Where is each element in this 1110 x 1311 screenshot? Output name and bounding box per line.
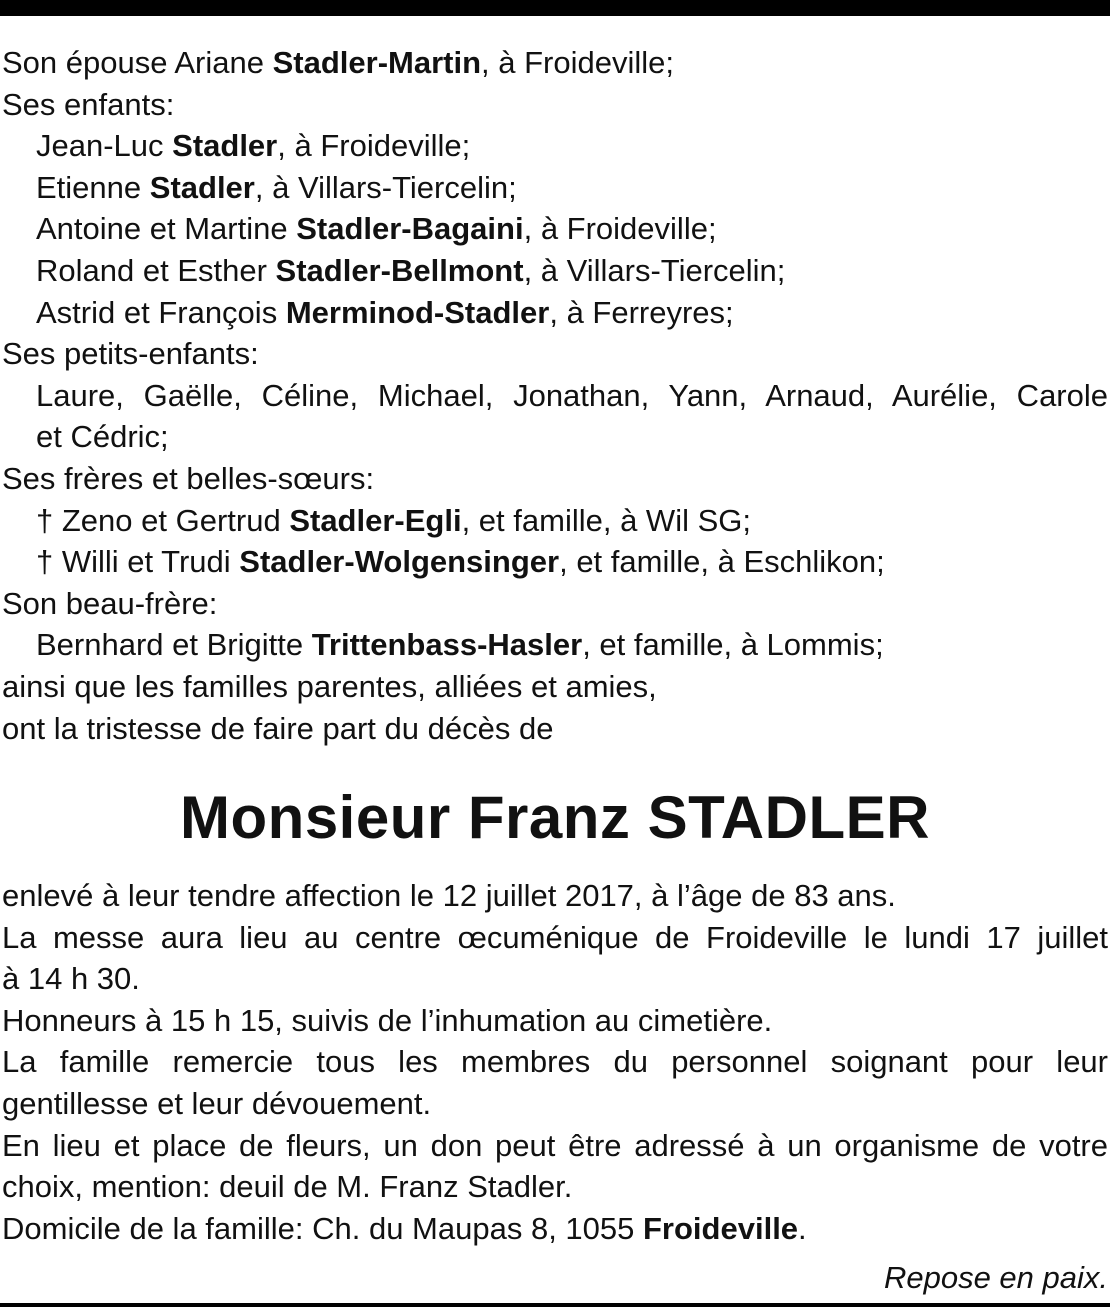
child-suffix: , à Froideville; xyxy=(277,128,471,164)
child-prefix: Astrid et François xyxy=(36,294,286,330)
child-suffix: , à Villars-Tiercelin; xyxy=(254,169,517,205)
brother-in-law-prefix: Bernhard et Brigitte xyxy=(36,627,312,663)
child-prefix: Roland et Esther xyxy=(36,252,276,288)
child-suffix: , à Ferreyres; xyxy=(549,294,734,330)
siblings-label: Ses frères et belles-sœurs: xyxy=(2,460,375,496)
grandchildren-line: et Cédric; xyxy=(36,419,169,455)
grandchildren-line: Laure, Gaëlle, Céline, Michael, Jonathan, Yann, Arnaud, Aurélie, Carole xyxy=(36,377,1108,413)
announce-line: ont la tristesse de faire part du décès de xyxy=(2,710,554,746)
deceased-name: Monsieur Franz STADLER xyxy=(180,784,930,852)
mass-line: La messe aura lieu au centre œcuménique de Froideville le lundi 17 juillet xyxy=(2,919,1108,955)
address-line xyxy=(2,1208,1108,1250)
honours-line: Honneurs à 15 h 15, suivis de l’inhumation au cimetière. xyxy=(2,1002,773,1038)
child-name: Stadler xyxy=(149,169,255,205)
address-suffix: . xyxy=(798,1210,807,1246)
child-prefix: Etienne xyxy=(36,169,150,205)
sibling-line xyxy=(2,500,1108,542)
bottom-rule xyxy=(0,1303,1110,1307)
child-line xyxy=(2,250,1108,292)
sibling-suffix: , et famille, à Wil SG; xyxy=(461,502,751,538)
child-line xyxy=(2,208,1108,250)
brother-in-law-line xyxy=(2,624,1108,666)
brother-in-law-name: Trittenbass-Hasler xyxy=(311,627,583,663)
donation-line-end: choix, mention: deuil de M. Franz Stadler. xyxy=(2,1169,573,1205)
grandchildren-label: Ses petits-enfants: xyxy=(2,336,259,372)
child-line xyxy=(2,292,1108,334)
children-label: Ses enfants: xyxy=(2,86,175,122)
closing-words: Repose en paix. xyxy=(883,1260,1108,1296)
donation-line: En lieu et place de fleurs, un don peut être adressé à un organisme de votre xyxy=(2,1127,1108,1163)
thanks-line: La famille remercie tous les membres du personnel soignant pour leur xyxy=(2,1044,1108,1080)
spouse-name: Stadler-Martin xyxy=(272,45,482,80)
sibling-prefix: † Willi et Trudi xyxy=(36,544,240,580)
spouse-line xyxy=(2,42,1108,84)
obituary-notice xyxy=(2,42,1108,1299)
child-line xyxy=(2,167,1108,209)
child-suffix: , à Froideville; xyxy=(523,211,717,247)
sibling-prefix: † Zeno et Gertrud xyxy=(36,502,290,538)
brother-in-law-suffix: , et famille, à Lommis; xyxy=(582,627,884,663)
thanks-line-end: gentillesse et leur dévouement. xyxy=(2,1086,432,1122)
child-name: Stadler-Bellmont xyxy=(275,252,524,288)
spouse-prefix: Son épouse Ariane xyxy=(2,45,273,80)
sibling-suffix: , et famille, à Eschlikon; xyxy=(559,544,885,580)
sibling-name: Stadler-Wolgensinger xyxy=(239,544,560,580)
address-place: Froideville xyxy=(643,1210,799,1246)
relatives-line: ainsi que les familles parentes, alliées et amies, xyxy=(2,668,657,704)
child-name: Stadler-Bagaini xyxy=(296,211,524,247)
address-prefix: Domicile de la famille: Ch. du Maupas 8, 1055 xyxy=(2,1210,643,1246)
top-rule xyxy=(0,0,1110,16)
child-name: Stadler xyxy=(172,128,278,164)
child-suffix: , à Villars-Tiercelin; xyxy=(523,252,786,288)
spouse-suffix: , à Froideville; xyxy=(481,45,674,80)
child-prefix: Jean-Luc xyxy=(36,128,173,164)
child-line xyxy=(2,125,1108,167)
child-name: Merminod-Stadler xyxy=(285,294,550,330)
mass-line-end: à 14 h 30. xyxy=(2,961,140,997)
sibling-name: Stadler-Egli xyxy=(289,502,462,538)
brother-in-law-label: Son beau-frère: xyxy=(2,585,218,621)
death-line: enlevé à leur tendre affection le 12 juillet 2017, à l’âge de 83 ans. xyxy=(2,878,896,914)
child-prefix: Antoine et Martine xyxy=(36,211,297,247)
sibling-line xyxy=(2,541,1108,583)
